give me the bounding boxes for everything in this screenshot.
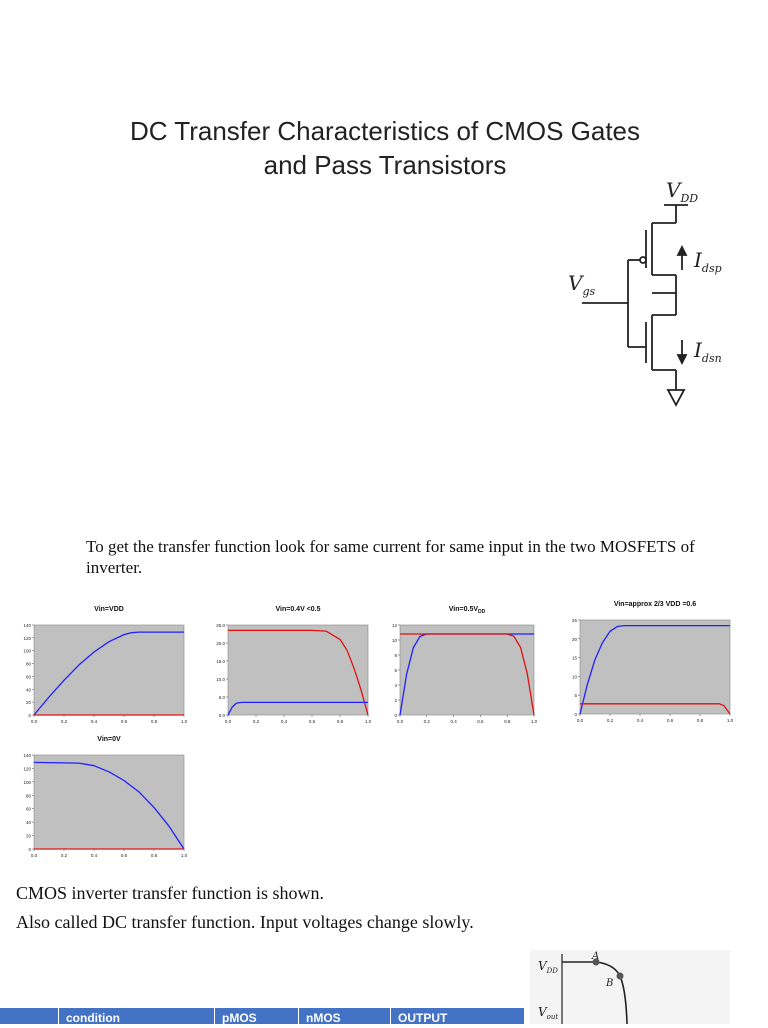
circuit-vdd-sub: DD [680,192,699,205]
y-tick-label: 8 [394,653,397,658]
y-tick-label: 0 [394,713,397,718]
x-tick-label: 0.6 [120,719,128,724]
x-tick-label: 0.4 [90,853,98,858]
body-paragraph: To get the transfer function look for same current for same input in the two MOSFETS of inverter. [86,537,695,577]
chart-svg [14,603,190,729]
chart-plot-area [34,625,184,715]
chart-plot-area [400,625,534,715]
y-tick-label: 15.0 [216,659,225,664]
table-divider [214,1008,215,1024]
table-divider [390,1008,391,1024]
y-tick-label: 2 [394,698,397,703]
x-tick-label: 0.8 [504,719,511,724]
table-header-nmos: nMOS [306,1011,341,1025]
chart-svg [208,603,374,729]
table-header-output: OUTPUT [398,1011,448,1025]
x-tick-label: 0.4 [280,719,288,724]
table-header-condition: condition [66,1011,120,1025]
circuit-idsn-label: I [694,338,702,362]
y-tick-label: 120 [23,766,31,772]
y-tick-label: 0 [28,713,31,718]
chart-vin-0-5 [380,603,540,729]
x-tick-label: 0.4 [90,719,98,724]
x-tick-label: 0.6 [477,719,484,724]
chart-title: Vin=VDD [94,606,124,613]
x-tick-label: 0.2 [60,853,68,858]
chart-title: $Vin=0.5V_{DD}$ [448,606,486,615]
y-tick-label: 140 [23,753,31,758]
y-tick-label: 5.0 [218,695,225,700]
text-line-1: CMOS inverter transfer function is shown. [16,883,324,903]
x-tick-label: 0.2 [423,719,430,724]
chart-vin-vdd [14,603,190,729]
y-tick-label: 0 [574,712,577,717]
slide-title-line2: and Pass Transistors [263,150,507,180]
chart-svg [380,603,540,729]
circuit-vgs-sub: gs [582,285,596,298]
chart-title: Vin=approx 2/3 VDD =0.6 [613,601,697,608]
x-tick-label: 0.2 [606,718,614,723]
y-tick-label: 40 [25,687,31,693]
x-tick-label: 0.2 [252,719,260,724]
y-tick-label: 100 [23,779,31,785]
vtc-vout-sub: out [546,1013,559,1021]
y-tick-label: 6 [394,668,397,673]
x-tick-label: 0.8 [336,719,344,724]
x-tick-label: 0.8 [150,853,158,858]
arrow-down-icon [678,355,686,363]
text-line-2: Also called DC transfer function. Input voltages change slowly. [16,912,474,932]
y-tick-label: 80 [25,661,31,667]
x-tick-label: 0.0 [30,719,38,724]
chart-vin-0-6 [560,598,736,728]
vtc-vout-label: V [538,1005,547,1019]
y-tick-label: 10 [391,638,397,643]
circuit-vdd-label: V [666,178,681,202]
x-tick-label: 0.6 [308,719,316,724]
point-b-marker [617,973,624,980]
chart-title-sub: DD [478,609,486,615]
x-tick-label: 0.0 [576,718,584,723]
x-tick-label: 0.0 [396,719,404,724]
chart-plot-area [580,620,730,714]
y-tick-label: 5 [574,693,577,699]
y-tick-label: 25.0 [216,623,225,628]
circuit-idsp-label: I [694,248,702,272]
y-tick-label: 40 [25,820,31,826]
svg-text:Vgs [568,271,595,298]
chart-plot-area [34,755,184,849]
chart-svg [560,598,736,728]
arrow-up-icon [678,247,686,255]
y-tick-label: 25 [571,618,577,623]
svg-text:VDD [666,178,698,205]
chart-vin-0v [14,733,190,863]
vtc-point-b: B [606,978,614,989]
x-tick-label: 0.4 [636,718,644,723]
y-tick-label: 12 [391,623,397,628]
circuit-vgs-label: V [568,271,583,295]
vtc-diagram [530,950,730,1028]
x-tick-label: 1.0 [180,853,188,858]
vtc-vdd-sub: DD [546,967,558,975]
y-tick-label: 140 [23,623,31,628]
chart-title: Vin=0V [97,736,121,743]
x-tick-label: 1.0 [530,719,538,724]
x-tick-label: 1.0 [364,719,372,724]
table-divider [58,1008,59,1024]
y-tick-label: 20 [25,700,31,706]
x-tick-label: 1.0 [180,719,188,724]
x-tick-label: 0.0 [224,719,232,724]
x-tick-label: 0.2 [60,719,68,724]
circuit-idsn-sub: dsn [701,352,722,365]
y-tick-label: 10 [571,674,577,680]
table-divider [298,1008,299,1024]
y-tick-label: 20.0 [216,641,225,646]
y-tick-label: 100 [23,648,31,654]
y-tick-label: 120 [23,635,31,641]
slide-title [60,114,710,182]
x-tick-label: 0.6 [120,853,128,858]
chart-svg [14,733,190,863]
x-tick-label: 1.0 [726,718,734,723]
x-tick-label: 0.4 [450,719,457,724]
y-tick-label: 0 [28,847,31,852]
table-header-pmos: pMOS [222,1011,257,1025]
vtc-vdd-label: V [538,959,547,973]
slide-title-line1: DC Transfer Characteristics of CMOS Gates [129,116,641,146]
y-tick-label: 15 [571,655,577,661]
y-tick-label: 60 [25,674,31,680]
condition-table-header [0,1008,524,1024]
svg-text:Idsp [693,248,722,275]
y-tick-label: 0.0 [218,713,225,718]
y-tick-label: 10.0 [216,677,225,682]
x-tick-label: 0.8 [150,719,158,724]
y-tick-label: 20 [571,636,577,642]
chart-plot-area [228,625,368,715]
inverter-circuit-diagram [560,175,740,419]
x-tick-label: 0.0 [30,853,38,858]
x-tick-label: 0.6 [666,718,674,723]
y-tick-label: 80 [25,793,31,799]
y-tick-label: 20 [25,833,31,839]
svg-text:Idsn [693,338,722,365]
y-tick-label: 4 [394,683,397,688]
vtc-point-a: A [592,951,600,962]
chart-vin-0-4 [208,603,374,729]
x-tick-label: 0.8 [696,718,704,723]
y-tick-label: 60 [25,806,31,812]
chart-title: Vin=0.4V <0.5 [275,606,321,613]
circuit-idsp-sub: dsp [701,262,722,275]
